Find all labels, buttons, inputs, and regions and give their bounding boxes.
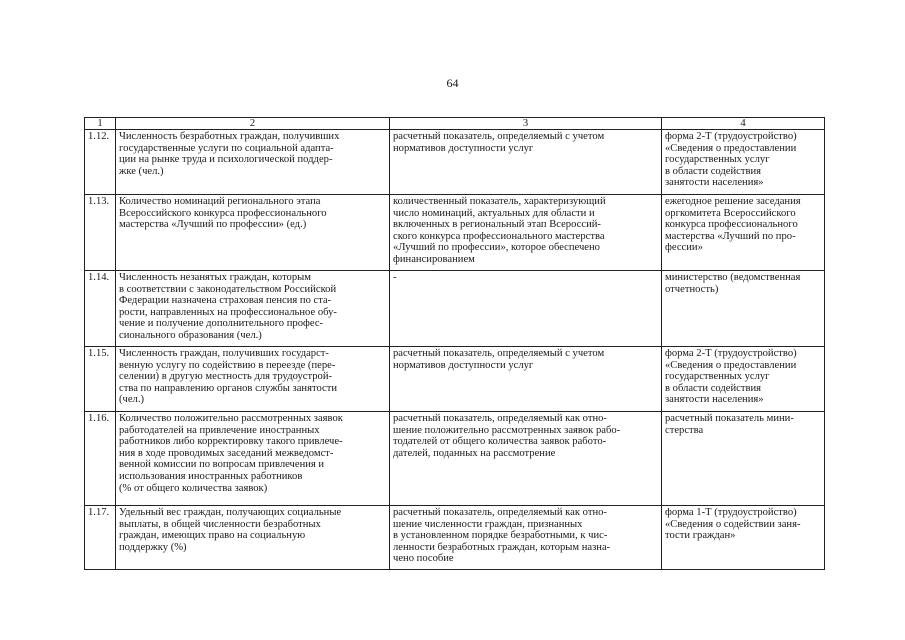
calculation-method: расчетный показатель, определяемый с учетом нормативов доступности услуг: [390, 130, 662, 195]
indicator-name: Численность безработных граждан, получивших государственные услуги по социальной адапта- ции на рынке труда и психологической поддер- жке (чел.): [116, 130, 390, 195]
table-header-row: [85, 118, 825, 130]
indicator-name: Количество положительно рассмотренных заявок работодателей на привлечение иностранных работников либо корректировку такого привлече- ния в ходе проводимых заседаний межведомст- венной комиссии по вопросам привлечения и использования иностранных работников (% от общего количества заявок): [116, 412, 390, 506]
table-row: [85, 506, 825, 570]
calculation-method: количественный показатель, характеризующий число номинаций, актуальных для области и включенных в региональный этап Всероссий- ского конкурса профессионального мастерства «Лучший по профессии», которое обеспечено финансированием: [390, 195, 662, 271]
table-row: [85, 195, 825, 271]
table-row: [85, 271, 825, 347]
page-number: 64: [446, 76, 459, 90]
calculation-method: расчетный показатель, определяемый как отно- шение положительно рассмотренных заявок рабо- тодателей от общего количества заявок работо- дателей, поданных на рассмотрение: [390, 412, 662, 506]
header-col-4: 4: [662, 118, 825, 130]
indicators-table: [84, 117, 825, 570]
indicator-name: Численность незанятых граждан, которым в соответствии с законодательством Российской Федерации назначена страховая пенсия по ста- рости, направленных на профессиональное обу- чение и получение дополнительного профес- сионального образования (чел.): [116, 271, 390, 347]
table-row: [85, 347, 825, 412]
row-number: 1.15.: [85, 347, 116, 412]
indicator-name: Удельный вес граждан, получающих социальные выплаты, в общей численности безработных граждан, имеющих право на социальную поддержку (%): [116, 506, 390, 570]
calculation-method: расчетный показатель, определяемый как отно- шение численности граждан, признанных в установленном порядке безработными, к чис- ленности безработных граждан, которым назна- чено пособие: [390, 506, 662, 570]
table-row: [85, 412, 825, 506]
header-col-3: 3: [390, 118, 662, 130]
header-col-2: 2: [116, 118, 390, 130]
indicator-name: Численность граждан, получивших государст- венную услугу по содействию в переезде (пере- селении) в другую местность для трудоустрой- ства по направлению органов службы занятости (чел.): [116, 347, 390, 412]
row-number: 1.12.: [85, 130, 116, 195]
header-col-1: 1: [85, 118, 116, 130]
calculation-method: расчетный показатель, определяемый с учетом нормативов доступности услуг: [390, 347, 662, 412]
data-source: форма 2-Т (трудоустройство) «Сведения о предоставлении государственных услуг в области содействия занятости населения»: [662, 347, 825, 412]
calculation-method: -: [390, 271, 662, 347]
table-row: [85, 130, 825, 195]
row-number: 1.14.: [85, 271, 116, 347]
row-number: 1.16.: [85, 412, 116, 506]
data-source: форма 2-Т (трудоустройство) «Сведения о предоставлении государственных услуг в области содействия занятости населения»: [662, 130, 825, 195]
data-source: расчетный показатель мини- стерства: [662, 412, 825, 506]
row-number: 1.13.: [85, 195, 116, 271]
indicator-name: Количество номинаций регионального этапа Всероссийского конкурса профессионального мастерства «Лучший по профессии» (ед.): [116, 195, 390, 271]
data-source: ежегодное решение заседания оргкомитета Всероссийского конкурса профессионального мастерства «Лучший по про- фессии»: [662, 195, 825, 271]
data-source: министерство (ведомственная отчетность): [662, 271, 825, 347]
row-number: 1.17.: [85, 506, 116, 570]
data-source: форма 1-Т (трудоустройство) «Сведения о содействии заня- тости граждан»: [662, 506, 825, 570]
